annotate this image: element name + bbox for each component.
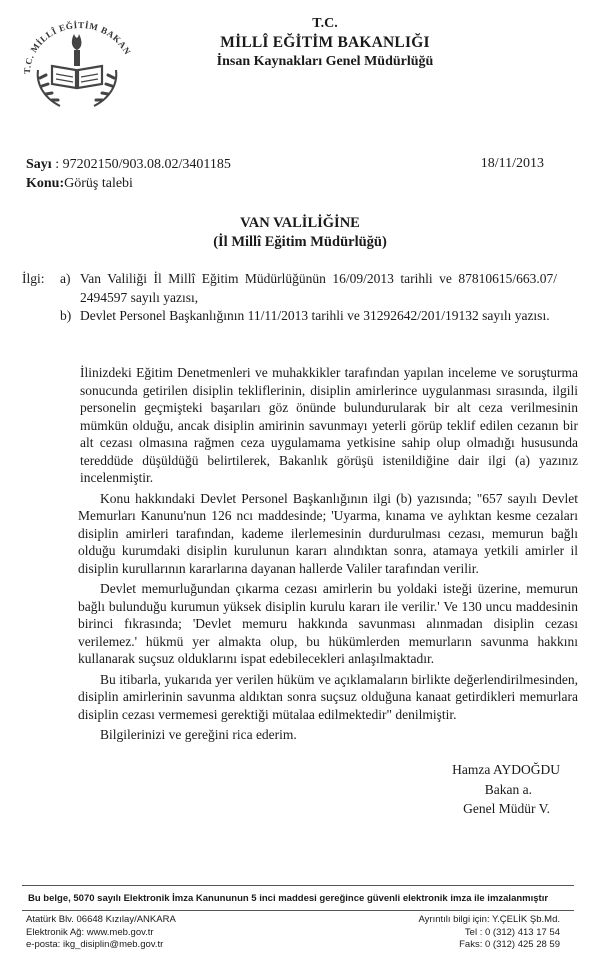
konu-label: Konu: (26, 176, 65, 191)
addressee-line1: VAN VALİLİĞİNE (240, 215, 360, 231)
sayi-value: : 97202150/903.08.02/3401185 (55, 157, 231, 172)
footer-address: Atatürk Blv. 06648 Kızılay/ANKARA (26, 914, 176, 925)
ilgi-label: İlgi: (22, 271, 45, 286)
footer-email: e-posta: ikg_disiplin@meb.gov.tr (26, 939, 164, 950)
letterhead (175, 14, 475, 71)
seal-text: T.C. MİLLÎ EĞİTİM BAKAN (21, 19, 133, 75)
addressee-line2: (İl Millî Eğitim Müdürlüğü) (213, 234, 387, 250)
header-tc: T.C. (312, 16, 338, 31)
reference-text: Van Valiliği İl Millî Eğitim Müdürlüğünün 16/09/2013 tarihli ve 87810615/663.07/ 2494597 sayılı yazısı, (80, 271, 557, 305)
document-date: 18/11/2013 (480, 156, 544, 171)
body-paragraph: Devlet memurluğundan çıkarma cezası amirlerin bu yoldaki isteği üzerine, memurun bağlı bulunduğu kurumun yüksek disiplin kurulu kararı ile verilir.' Ve 130 uncu maddesinin birinci fıkrasında; 'Devlet memuru hakkında savunması alınmadan disiplin cezası verilemez.' hükmü yer almakta olup, bu hükümlerden memurların savunma hakkını kullanarak suçsuz olduklarını ispat edebilecekleri anlaşılmaktadır. (78, 581, 578, 666)
signatory-line2: Bakan a. (484, 781, 532, 797)
addressee (0, 214, 600, 252)
footer-contact-right (418, 914, 560, 952)
signature-block (452, 760, 560, 819)
reference-number (26, 156, 231, 174)
footer-contact-person: Ayrıntılı bilgi için: Y.ÇELİK Şb.Md. (418, 914, 560, 925)
signatory-name: Hamza AYDOĞDU (452, 762, 560, 777)
footer-fax: Faks: 0 (312) 425 28 59 (459, 939, 560, 950)
reference-mark: b) (60, 308, 72, 323)
body-paragraph: İlinizdeki Eğitim Denetmenleri ve muhakkikler tarafından yapılan inceleme ve soruşturma sonucunda getirilen disiplin tekliflerinin, disiplin amirlerince uygulanması sırasında, ilgili personelin geçmişteki başarıları göz önünde bulundurularak bir alt ceza verilmesinin mümkün olduğu, ancak disiplin amirinin savunmayı yeterli görüp teklif edilen cezanın bir alt cezası olmasına rağmen ceza uygulamama yetkisine sahip olup olmadığı hususunda tereddüde düşüldüğü belirtilerek, Bakanlık görüşü istenildiğine dair ilgi (a) yazınız incelenmiştir. (80, 365, 578, 485)
footer-contact-left (26, 914, 176, 952)
konu-value: Görüş talebi (64, 176, 133, 191)
body-paragraph: Konu hakkındaki Devlet Personel Başkanlığının ilgi (b) yazısında; "657 sayılı Devlet Memurları Kanunu'nun 126 ncı maddesinde; 'Uyarma, kınama ve aylıktan kesme cezaları disiplin amirleri tarafından, kademe ilerlemesinin durdurulması cezası, memurun bağlı olduğu kurumdaki disiplin kurulunun kararı alındıktan sonra, atamaya yetkili amirler il disiplin kurullarının kararlarına dayanan hallerde Valiler tarafından verilir. (78, 490, 578, 576)
subject-line (26, 175, 133, 193)
sayi-label: Sayı (26, 157, 52, 172)
body-paragraph: Bilgilerinizi ve gereğini rica ederim. (100, 727, 297, 742)
ministry-logo (16, 14, 138, 116)
footer-phone: Tel : 0 (312) 413 17 54 (464, 926, 560, 938)
reference-item (22, 270, 557, 307)
reference-item (22, 307, 557, 326)
reference-mark: a) (60, 271, 71, 286)
signatory-title: Genel Müdür V. (463, 801, 550, 816)
footer-website: Elektronik Ağ: www.meb.gov.tr (26, 926, 154, 938)
header-directorate: İnsan Kaynakları Genel Müdürlüğü (216, 54, 434, 69)
reference-section (22, 270, 557, 326)
body-paragraph: Bu itibarla, yukarıda yer verilen hüküm ve açıklamaların birlikte değerlendirilmesinden, disiplin amirlerinin savunma aldıktan sonra suçsuz olduğuna kanaat getirdikleri memurlara disiplin cezası vermemesi gerektiği mütalaa edilmektedir" denilmiştir. (78, 671, 578, 722)
footer-divider (22, 885, 574, 886)
reference-text: Devlet Personel Başkanlığının 11/11/2013 tarihli ve 31292642/201/19132 sayılı yazısı. (80, 308, 550, 323)
letter-body (80, 364, 578, 747)
e-signature-notice: Bu belge, 5070 sayılı Elektronik İmza Kanununun 5 inci maddesi gereğince güvenli elektronik imza ile imzalanmıştır (28, 893, 549, 904)
footer-divider (22, 910, 574, 911)
header-ministry: MİLLÎ EĞİTİM BAKANLIĞI (220, 34, 430, 51)
